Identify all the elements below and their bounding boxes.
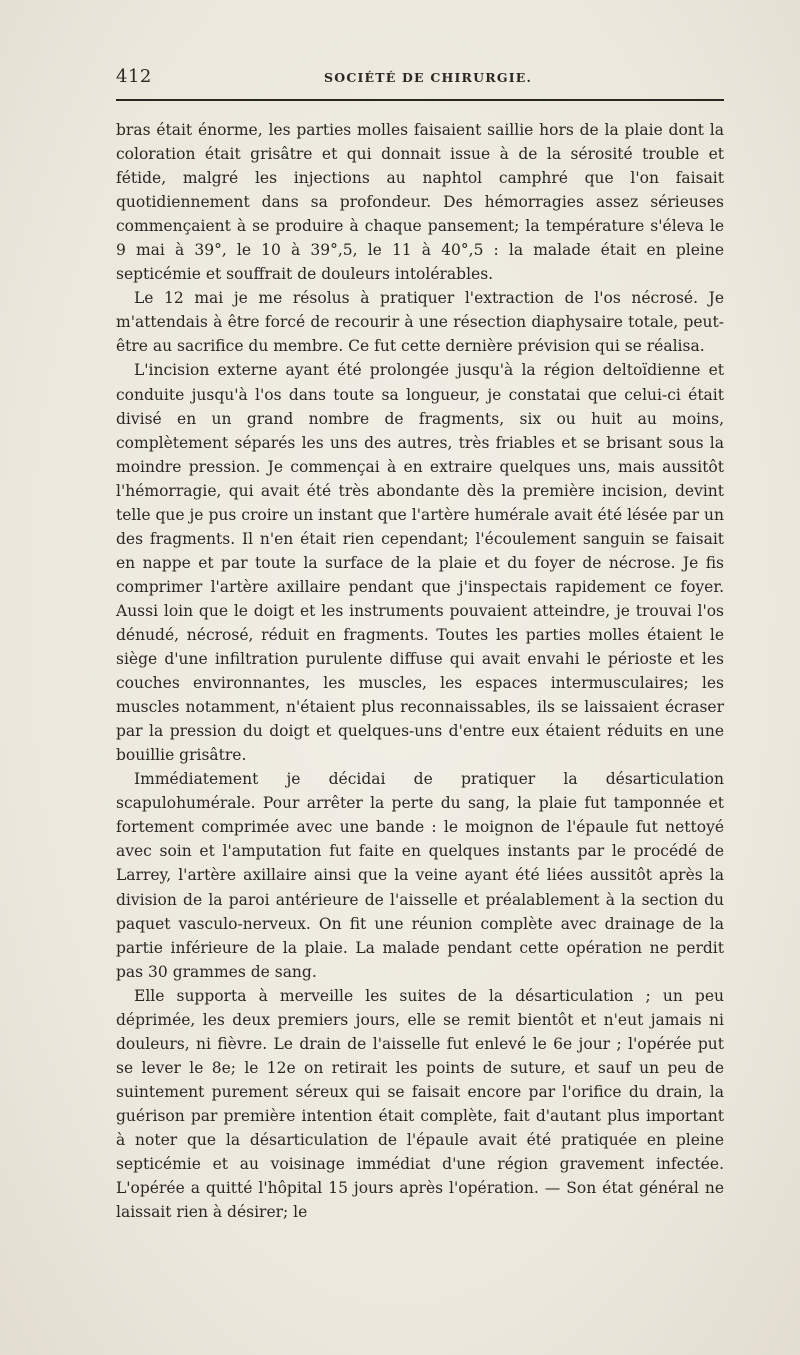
paragraph: Elle supporta à merveille les suites de la désarticulation ; un peu déprimée, les deux premiers jours, elle se remit bientôt et n'eut jamais ni douleurs, ni fièvre. Le drain de l'aisselle fut enlevé le 6e jour ; l'opérée put se lever le 8e; le 12e on retirait les points de suture, et sauf un peu de suintement purement séreux qui se faisait encore par l'orifice du drain, la guérison par première intention était complète, fait d'autant plus important à noter que la désarticulation de l'épaule avait été pratiquée en pleine septicémie et au voisinage immédiat d'une région gravement infectée. L'opérée a quitté l'hôpital 15 jours après l'opération. — Son état général ne laissait rien à désirer; le	[116, 986, 724, 1222]
body-text	[116, 118, 724, 1224]
paragraph: Le 12 mai je me résolus à pratiquer l'extraction de l'os nécrosé. Je m'attendais à être forcé de recourir à une résection diaphysaire totale, peut-être au sacrifice du membre. Ce fut cette dernière prévision qui se réalisa.	[116, 289, 724, 356]
page-number: 412	[116, 66, 152, 87]
paragraph: Immédiatement je décidai de pratiquer la désarticulation scapulohumérale. Pour arrêter la perte du sang, la plaie fut tamponnée et fortement comprimée avec une bande : le moignon de l'épaule fut nettoyé avec soin et l'amputation fut faite en quelques instants par le procédé de Larrey, l'artère axillaire ainsi que la veine ayant été liées aussitôt après la division de la paroi antérieure de l'aisselle et préalablement à la section du paquet vasculo-nerveux. On fit une réunion complète avec drainage de la partie inférieure de la plaie. La malade pendant cette opération ne perdit pas 30 grammes de sang.	[116, 770, 724, 981]
header-rule	[116, 99, 724, 101]
paragraph: bras était énorme, les parties molles faisaient saillie hors de la plaie dont la coloration était grisâtre et qui donnait issue à de la sérosité trouble et fétide, malgré les injections au naphtol camphré que l'on faisait quotidiennement dans sa profondeur. Des hémorragies assez sérieuses commençaient à se produire à chaque pansement; la température s'éleva le 9 mai à 39°, le 10 à 39°,5, le 11 à 40°,5 : la malade était en pleine septicémie et souffrait de douleurs intolérables.	[116, 121, 724, 284]
running-head: SOCIÉTÉ DE CHIRURGIE.	[324, 70, 533, 85]
paragraph: L'incision externe ayant été prolongée jusqu'à la région deltoïdienne et conduite jusqu'à l'os dans toute sa longueur, je constatai que celui-ci était divisé en un grand nombre de fragments, six ou huit au moins, complètement séparés les uns des autres, très friables et se brisant sous la moindre pression. Je commençai à en extraire quelques uns, mais aussitôt l'hémorragie, qui avait été très abondante dès la première incision, devint telle que je pus croire un instant que l'artère humérale avait été lésée par un des fragments. Il n'en était rien cependant; l'écoulement sanguin se faisait en nappe et par toute la surface de la plaie et du foyer de nécrose. Je fis comprimer l'artère axillaire pendant que j'inspectais rapidement ce foyer. Aussi loin que le doigt et les instruments pouvaient atteindre, je trouvai l'os dénudé, nécrosé, réduit en fragments. Toutes les parties molles étaient le siège d'une infiltration purulente diffuse qui avait envahi le périoste et les couches environnantes, les muscles, les espaces intermusculaires; les muscles notamment, n'étaient plus reconnaissables, ils se laissaient écraser par la pression du doigt et quelques-uns d'entre eux étaient réduits en une bouillie grisâtre.	[116, 361, 724, 765]
page-header	[116, 66, 724, 92]
